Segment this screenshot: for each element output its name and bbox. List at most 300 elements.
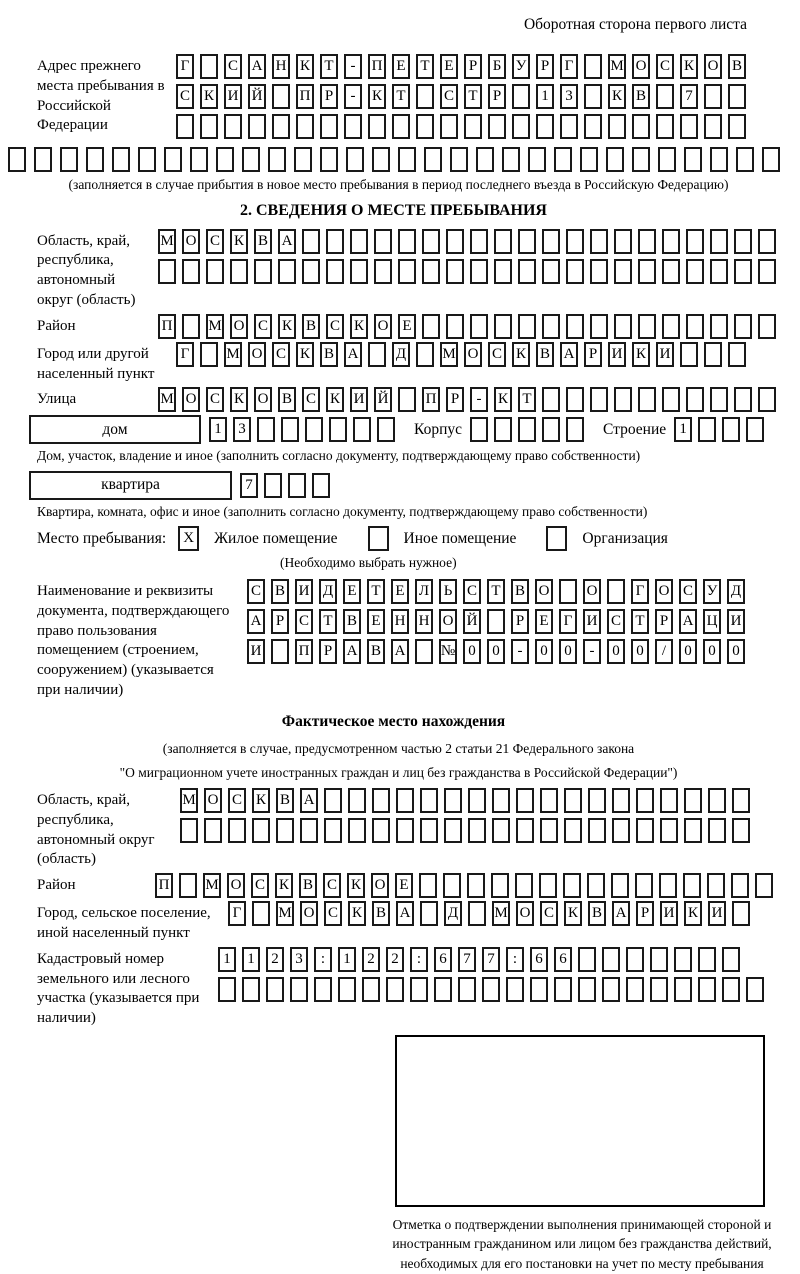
char-box[interactable]: [372, 788, 390, 813]
char-box[interactable]: С: [488, 342, 506, 367]
char-box[interactable]: [758, 314, 776, 339]
char-box[interactable]: [353, 417, 371, 442]
char-box[interactable]: М: [158, 387, 176, 412]
char-box[interactable]: 0: [679, 639, 697, 664]
char-box[interactable]: [268, 147, 286, 172]
char-box[interactable]: [494, 314, 512, 339]
char-box[interactable]: [320, 114, 338, 139]
char-box[interactable]: К: [278, 314, 296, 339]
char-box[interactable]: Т: [416, 54, 434, 79]
char-box[interactable]: [398, 147, 416, 172]
char-box[interactable]: [662, 387, 680, 412]
char-box[interactable]: [348, 818, 366, 843]
char-box[interactable]: [446, 314, 464, 339]
char-box[interactable]: [758, 387, 776, 412]
char-box[interactable]: Р: [320, 84, 338, 109]
char-box[interactable]: [734, 314, 752, 339]
char-box[interactable]: [296, 114, 314, 139]
char-box[interactable]: 1: [536, 84, 554, 109]
char-box[interactable]: Р: [271, 609, 289, 634]
char-box[interactable]: Г: [559, 609, 577, 634]
char-box[interactable]: К: [348, 901, 366, 926]
char-box[interactable]: [732, 818, 750, 843]
char-box[interactable]: [252, 901, 270, 926]
char-box[interactable]: Г: [228, 901, 246, 926]
char-box[interactable]: [686, 314, 704, 339]
char-box[interactable]: [518, 314, 536, 339]
char-box[interactable]: [584, 54, 602, 79]
char-box[interactable]: К: [200, 84, 218, 109]
char-box[interactable]: [540, 818, 558, 843]
stay-option-residential-checkbox[interactable]: X: [178, 526, 199, 551]
char-box[interactable]: [302, 259, 320, 284]
char-box[interactable]: 7: [240, 473, 258, 498]
char-box[interactable]: [257, 417, 275, 442]
char-box[interactable]: Е: [367, 609, 385, 634]
char-box[interactable]: [446, 229, 464, 254]
char-box[interactable]: В: [343, 609, 361, 634]
char-box[interactable]: И: [350, 387, 368, 412]
char-box[interactable]: К: [684, 901, 702, 926]
char-box[interactable]: [470, 259, 488, 284]
char-box[interactable]: С: [251, 873, 269, 898]
char-box[interactable]: 2: [266, 947, 284, 972]
char-box[interactable]: Б: [488, 54, 506, 79]
char-box[interactable]: 1: [218, 947, 236, 972]
char-box[interactable]: В: [320, 342, 338, 367]
char-box[interactable]: М: [276, 901, 294, 926]
char-box[interactable]: В: [372, 901, 390, 926]
char-box[interactable]: [416, 114, 434, 139]
char-box[interactable]: [200, 54, 218, 79]
char-box[interactable]: [710, 387, 728, 412]
char-box[interactable]: [606, 147, 624, 172]
char-box[interactable]: :: [410, 947, 428, 972]
char-box[interactable]: [732, 788, 750, 813]
char-box[interactable]: [314, 977, 332, 1002]
char-box[interactable]: [443, 873, 461, 898]
char-box[interactable]: [350, 259, 368, 284]
char-box[interactable]: [516, 788, 534, 813]
char-box[interactable]: [722, 947, 740, 972]
char-box[interactable]: С: [295, 609, 313, 634]
char-box[interactable]: В: [632, 84, 650, 109]
char-box[interactable]: [660, 818, 678, 843]
char-box[interactable]: У: [703, 579, 721, 604]
char-box[interactable]: [416, 342, 434, 367]
char-box[interactable]: [158, 259, 176, 284]
char-box[interactable]: А: [396, 901, 414, 926]
char-box[interactable]: С: [247, 579, 265, 604]
char-box[interactable]: Р: [584, 342, 602, 367]
char-box[interactable]: [320, 147, 338, 172]
char-box[interactable]: [344, 114, 362, 139]
char-box[interactable]: [458, 977, 476, 1002]
char-box[interactable]: К: [632, 342, 650, 367]
char-box[interactable]: Т: [487, 579, 505, 604]
char-box[interactable]: 2: [362, 947, 380, 972]
char-box[interactable]: [374, 229, 392, 254]
char-box[interactable]: [512, 114, 530, 139]
char-box[interactable]: [218, 977, 236, 1002]
char-box[interactable]: И: [727, 609, 745, 634]
char-box[interactable]: [518, 259, 536, 284]
char-box[interactable]: 3: [233, 417, 251, 442]
char-box[interactable]: С: [656, 54, 674, 79]
char-box[interactable]: [722, 417, 740, 442]
char-box[interactable]: [710, 314, 728, 339]
char-box[interactable]: Е: [392, 54, 410, 79]
char-box[interactable]: [470, 314, 488, 339]
char-box[interactable]: И: [247, 639, 265, 664]
char-box[interactable]: [638, 259, 656, 284]
char-box[interactable]: [746, 417, 764, 442]
char-box[interactable]: В: [367, 639, 385, 664]
char-box[interactable]: [398, 259, 416, 284]
char-box[interactable]: Е: [398, 314, 416, 339]
char-box[interactable]: [434, 977, 452, 1002]
char-box[interactable]: В: [254, 229, 272, 254]
char-box[interactable]: С: [228, 788, 246, 813]
char-box[interactable]: [424, 147, 442, 172]
char-box[interactable]: [488, 114, 506, 139]
char-box[interactable]: [626, 977, 644, 1002]
char-box[interactable]: 0: [463, 639, 481, 664]
char-box[interactable]: [728, 84, 746, 109]
char-box[interactable]: [112, 147, 130, 172]
char-box[interactable]: [662, 314, 680, 339]
char-box[interactable]: [602, 977, 620, 1002]
char-box[interactable]: [684, 818, 702, 843]
char-box[interactable]: О: [182, 387, 200, 412]
char-box[interactable]: О: [204, 788, 222, 813]
char-box[interactable]: Р: [511, 609, 529, 634]
char-box[interactable]: 0: [487, 639, 505, 664]
char-box[interactable]: [686, 259, 704, 284]
char-box[interactable]: [566, 417, 584, 442]
char-box[interactable]: [518, 229, 536, 254]
char-box[interactable]: К: [275, 873, 293, 898]
char-box[interactable]: [242, 977, 260, 1002]
char-box[interactable]: [204, 818, 222, 843]
char-box[interactable]: [708, 788, 726, 813]
char-box[interactable]: А: [560, 342, 578, 367]
char-box[interactable]: М: [203, 873, 221, 898]
char-box[interactable]: 3: [560, 84, 578, 109]
char-box[interactable]: В: [536, 342, 554, 367]
char-box[interactable]: [611, 873, 629, 898]
char-box[interactable]: -: [583, 639, 601, 664]
char-box[interactable]: [450, 147, 468, 172]
char-box[interactable]: [762, 147, 780, 172]
char-box[interactable]: В: [302, 314, 320, 339]
char-box[interactable]: [684, 147, 702, 172]
char-box[interactable]: О: [182, 229, 200, 254]
char-box[interactable]: [482, 977, 500, 1002]
char-box[interactable]: Й: [374, 387, 392, 412]
char-box[interactable]: [559, 579, 577, 604]
char-box[interactable]: Р: [464, 54, 482, 79]
char-box[interactable]: 6: [530, 947, 548, 972]
char-box[interactable]: И: [708, 901, 726, 926]
char-box[interactable]: П: [296, 84, 314, 109]
char-box[interactable]: [710, 229, 728, 254]
char-box[interactable]: Р: [536, 54, 554, 79]
char-box[interactable]: [731, 873, 749, 898]
char-box[interactable]: К: [296, 342, 314, 367]
char-box[interactable]: [494, 417, 512, 442]
char-box[interactable]: [564, 818, 582, 843]
char-box[interactable]: [660, 788, 678, 813]
char-box[interactable]: [281, 417, 299, 442]
char-box[interactable]: Д: [727, 579, 745, 604]
char-box[interactable]: [446, 259, 464, 284]
char-box[interactable]: [348, 788, 366, 813]
char-box[interactable]: [362, 977, 380, 1002]
char-box[interactable]: [164, 147, 182, 172]
char-box[interactable]: [636, 788, 654, 813]
char-box[interactable]: [710, 259, 728, 284]
char-box[interactable]: [8, 147, 26, 172]
char-box[interactable]: 1: [338, 947, 356, 972]
char-box[interactable]: П: [158, 314, 176, 339]
char-box[interactable]: Т: [367, 579, 385, 604]
char-box[interactable]: [704, 84, 722, 109]
char-box[interactable]: [542, 259, 560, 284]
char-box[interactable]: [494, 259, 512, 284]
char-box[interactable]: Р: [488, 84, 506, 109]
char-box[interactable]: [758, 259, 776, 284]
char-box[interactable]: 2: [386, 947, 404, 972]
char-box[interactable]: В: [588, 901, 606, 926]
char-box[interactable]: [566, 387, 584, 412]
char-box[interactable]: [746, 977, 764, 1002]
char-box[interactable]: [650, 977, 668, 1002]
char-box[interactable]: О: [374, 314, 392, 339]
char-box[interactable]: [607, 579, 625, 604]
char-box[interactable]: [698, 417, 716, 442]
char-box[interactable]: О: [516, 901, 534, 926]
char-box[interactable]: [584, 114, 602, 139]
char-box[interactable]: [86, 147, 104, 172]
char-box[interactable]: К: [494, 387, 512, 412]
char-box[interactable]: В: [271, 579, 289, 604]
char-box[interactable]: 7: [680, 84, 698, 109]
char-box[interactable]: [588, 788, 606, 813]
char-box[interactable]: Т: [319, 609, 337, 634]
char-box[interactable]: М: [158, 229, 176, 254]
char-box[interactable]: А: [343, 639, 361, 664]
char-box[interactable]: С: [324, 901, 342, 926]
char-box[interactable]: Т: [518, 387, 536, 412]
char-box[interactable]: Ь: [439, 579, 457, 604]
char-box[interactable]: [288, 473, 306, 498]
char-box[interactable]: 3: [290, 947, 308, 972]
char-box[interactable]: П: [295, 639, 313, 664]
char-box[interactable]: И: [224, 84, 242, 109]
char-box[interactable]: [608, 114, 626, 139]
char-box[interactable]: [492, 788, 510, 813]
char-box[interactable]: [476, 147, 494, 172]
char-box[interactable]: [662, 259, 680, 284]
char-box[interactable]: [271, 639, 289, 664]
char-box[interactable]: [590, 314, 608, 339]
char-box[interactable]: [728, 114, 746, 139]
char-box[interactable]: Д: [444, 901, 462, 926]
char-box[interactable]: [200, 114, 218, 139]
char-box[interactable]: А: [679, 609, 697, 634]
char-box[interactable]: [468, 788, 486, 813]
char-box[interactable]: [179, 873, 197, 898]
char-box[interactable]: К: [230, 387, 248, 412]
char-box[interactable]: [540, 788, 558, 813]
char-box[interactable]: Н: [391, 609, 409, 634]
char-box[interactable]: [554, 147, 572, 172]
char-box[interactable]: [578, 977, 596, 1002]
char-box[interactable]: [732, 901, 750, 926]
char-box[interactable]: О: [464, 342, 482, 367]
char-box[interactable]: [563, 873, 581, 898]
char-box[interactable]: И: [583, 609, 601, 634]
char-box[interactable]: М: [180, 788, 198, 813]
char-box[interactable]: [755, 873, 773, 898]
char-box[interactable]: [539, 873, 557, 898]
char-box[interactable]: И: [656, 342, 674, 367]
char-box[interactable]: [440, 114, 458, 139]
char-box[interactable]: [420, 901, 438, 926]
char-box[interactable]: [324, 788, 342, 813]
char-box[interactable]: [416, 84, 434, 109]
char-box[interactable]: М: [224, 342, 242, 367]
char-box[interactable]: [659, 873, 677, 898]
char-box[interactable]: К: [608, 84, 626, 109]
char-box[interactable]: 6: [554, 947, 572, 972]
char-box[interactable]: Н: [415, 609, 433, 634]
char-box[interactable]: К: [368, 84, 386, 109]
char-box[interactable]: [276, 818, 294, 843]
char-box[interactable]: [312, 473, 330, 498]
char-box[interactable]: [290, 977, 308, 1002]
char-box[interactable]: [326, 259, 344, 284]
char-box[interactable]: [614, 314, 632, 339]
char-box[interactable]: [216, 147, 234, 172]
char-box[interactable]: [176, 114, 194, 139]
char-box[interactable]: [377, 417, 395, 442]
char-box[interactable]: И: [608, 342, 626, 367]
char-box[interactable]: [632, 147, 650, 172]
char-box[interactable]: [506, 977, 524, 1002]
char-box[interactable]: [656, 114, 674, 139]
char-box[interactable]: К: [680, 54, 698, 79]
char-box[interactable]: 1: [209, 417, 227, 442]
char-box[interactable]: А: [391, 639, 409, 664]
char-box[interactable]: Г: [560, 54, 578, 79]
char-box[interactable]: В: [278, 387, 296, 412]
char-box[interactable]: [326, 229, 344, 254]
char-box[interactable]: [564, 788, 582, 813]
char-box[interactable]: [686, 229, 704, 254]
char-box[interactable]: [180, 818, 198, 843]
char-box[interactable]: В: [299, 873, 317, 898]
char-box[interactable]: П: [422, 387, 440, 412]
char-box[interactable]: [470, 417, 488, 442]
char-box[interactable]: У: [512, 54, 530, 79]
char-box[interactable]: О: [583, 579, 601, 604]
char-box[interactable]: :: [506, 947, 524, 972]
char-box[interactable]: [516, 818, 534, 843]
char-box[interactable]: [734, 259, 752, 284]
char-box[interactable]: Н: [272, 54, 290, 79]
char-box[interactable]: [302, 229, 320, 254]
char-box[interactable]: [420, 818, 438, 843]
char-box[interactable]: С: [540, 901, 558, 926]
char-box[interactable]: [734, 387, 752, 412]
char-box[interactable]: Г: [631, 579, 649, 604]
char-box[interactable]: О: [227, 873, 245, 898]
char-box[interactable]: [350, 229, 368, 254]
char-box[interactable]: [468, 818, 486, 843]
char-box[interactable]: [674, 977, 692, 1002]
char-box[interactable]: А: [612, 901, 630, 926]
char-box[interactable]: К: [252, 788, 270, 813]
char-box[interactable]: [444, 818, 462, 843]
char-box[interactable]: [372, 818, 390, 843]
char-box[interactable]: [464, 114, 482, 139]
char-box[interactable]: [419, 873, 437, 898]
char-box[interactable]: [294, 147, 312, 172]
char-box[interactable]: [578, 947, 596, 972]
char-box[interactable]: [392, 114, 410, 139]
char-box[interactable]: [566, 229, 584, 254]
char-box[interactable]: Т: [320, 54, 338, 79]
char-box[interactable]: [502, 147, 520, 172]
char-box[interactable]: -: [344, 54, 362, 79]
char-box[interactable]: Р: [655, 609, 673, 634]
char-box[interactable]: [590, 387, 608, 412]
char-box[interactable]: К: [512, 342, 530, 367]
char-box[interactable]: [491, 873, 509, 898]
char-box[interactable]: /: [655, 639, 673, 664]
char-box[interactable]: [704, 114, 722, 139]
char-box[interactable]: В: [276, 788, 294, 813]
char-box[interactable]: Т: [464, 84, 482, 109]
char-box[interactable]: М: [492, 901, 510, 926]
char-box[interactable]: [698, 947, 716, 972]
char-box[interactable]: О: [230, 314, 248, 339]
char-box[interactable]: О: [655, 579, 673, 604]
char-box[interactable]: [708, 818, 726, 843]
char-box[interactable]: С: [463, 579, 481, 604]
char-box[interactable]: [410, 977, 428, 1002]
char-box[interactable]: К: [564, 901, 582, 926]
char-box[interactable]: [230, 259, 248, 284]
char-box[interactable]: [422, 229, 440, 254]
char-box[interactable]: [266, 977, 284, 1002]
char-box[interactable]: [683, 873, 701, 898]
char-box[interactable]: [398, 229, 416, 254]
char-box[interactable]: [758, 229, 776, 254]
char-box[interactable]: П: [155, 873, 173, 898]
char-box[interactable]: [736, 147, 754, 172]
char-box[interactable]: 1: [242, 947, 260, 972]
char-box[interactable]: Е: [343, 579, 361, 604]
char-box[interactable]: [704, 342, 722, 367]
char-box[interactable]: [272, 84, 290, 109]
char-box[interactable]: №: [439, 639, 457, 664]
char-box[interactable]: [638, 229, 656, 254]
char-box[interactable]: 7: [458, 947, 476, 972]
char-box[interactable]: [707, 873, 725, 898]
